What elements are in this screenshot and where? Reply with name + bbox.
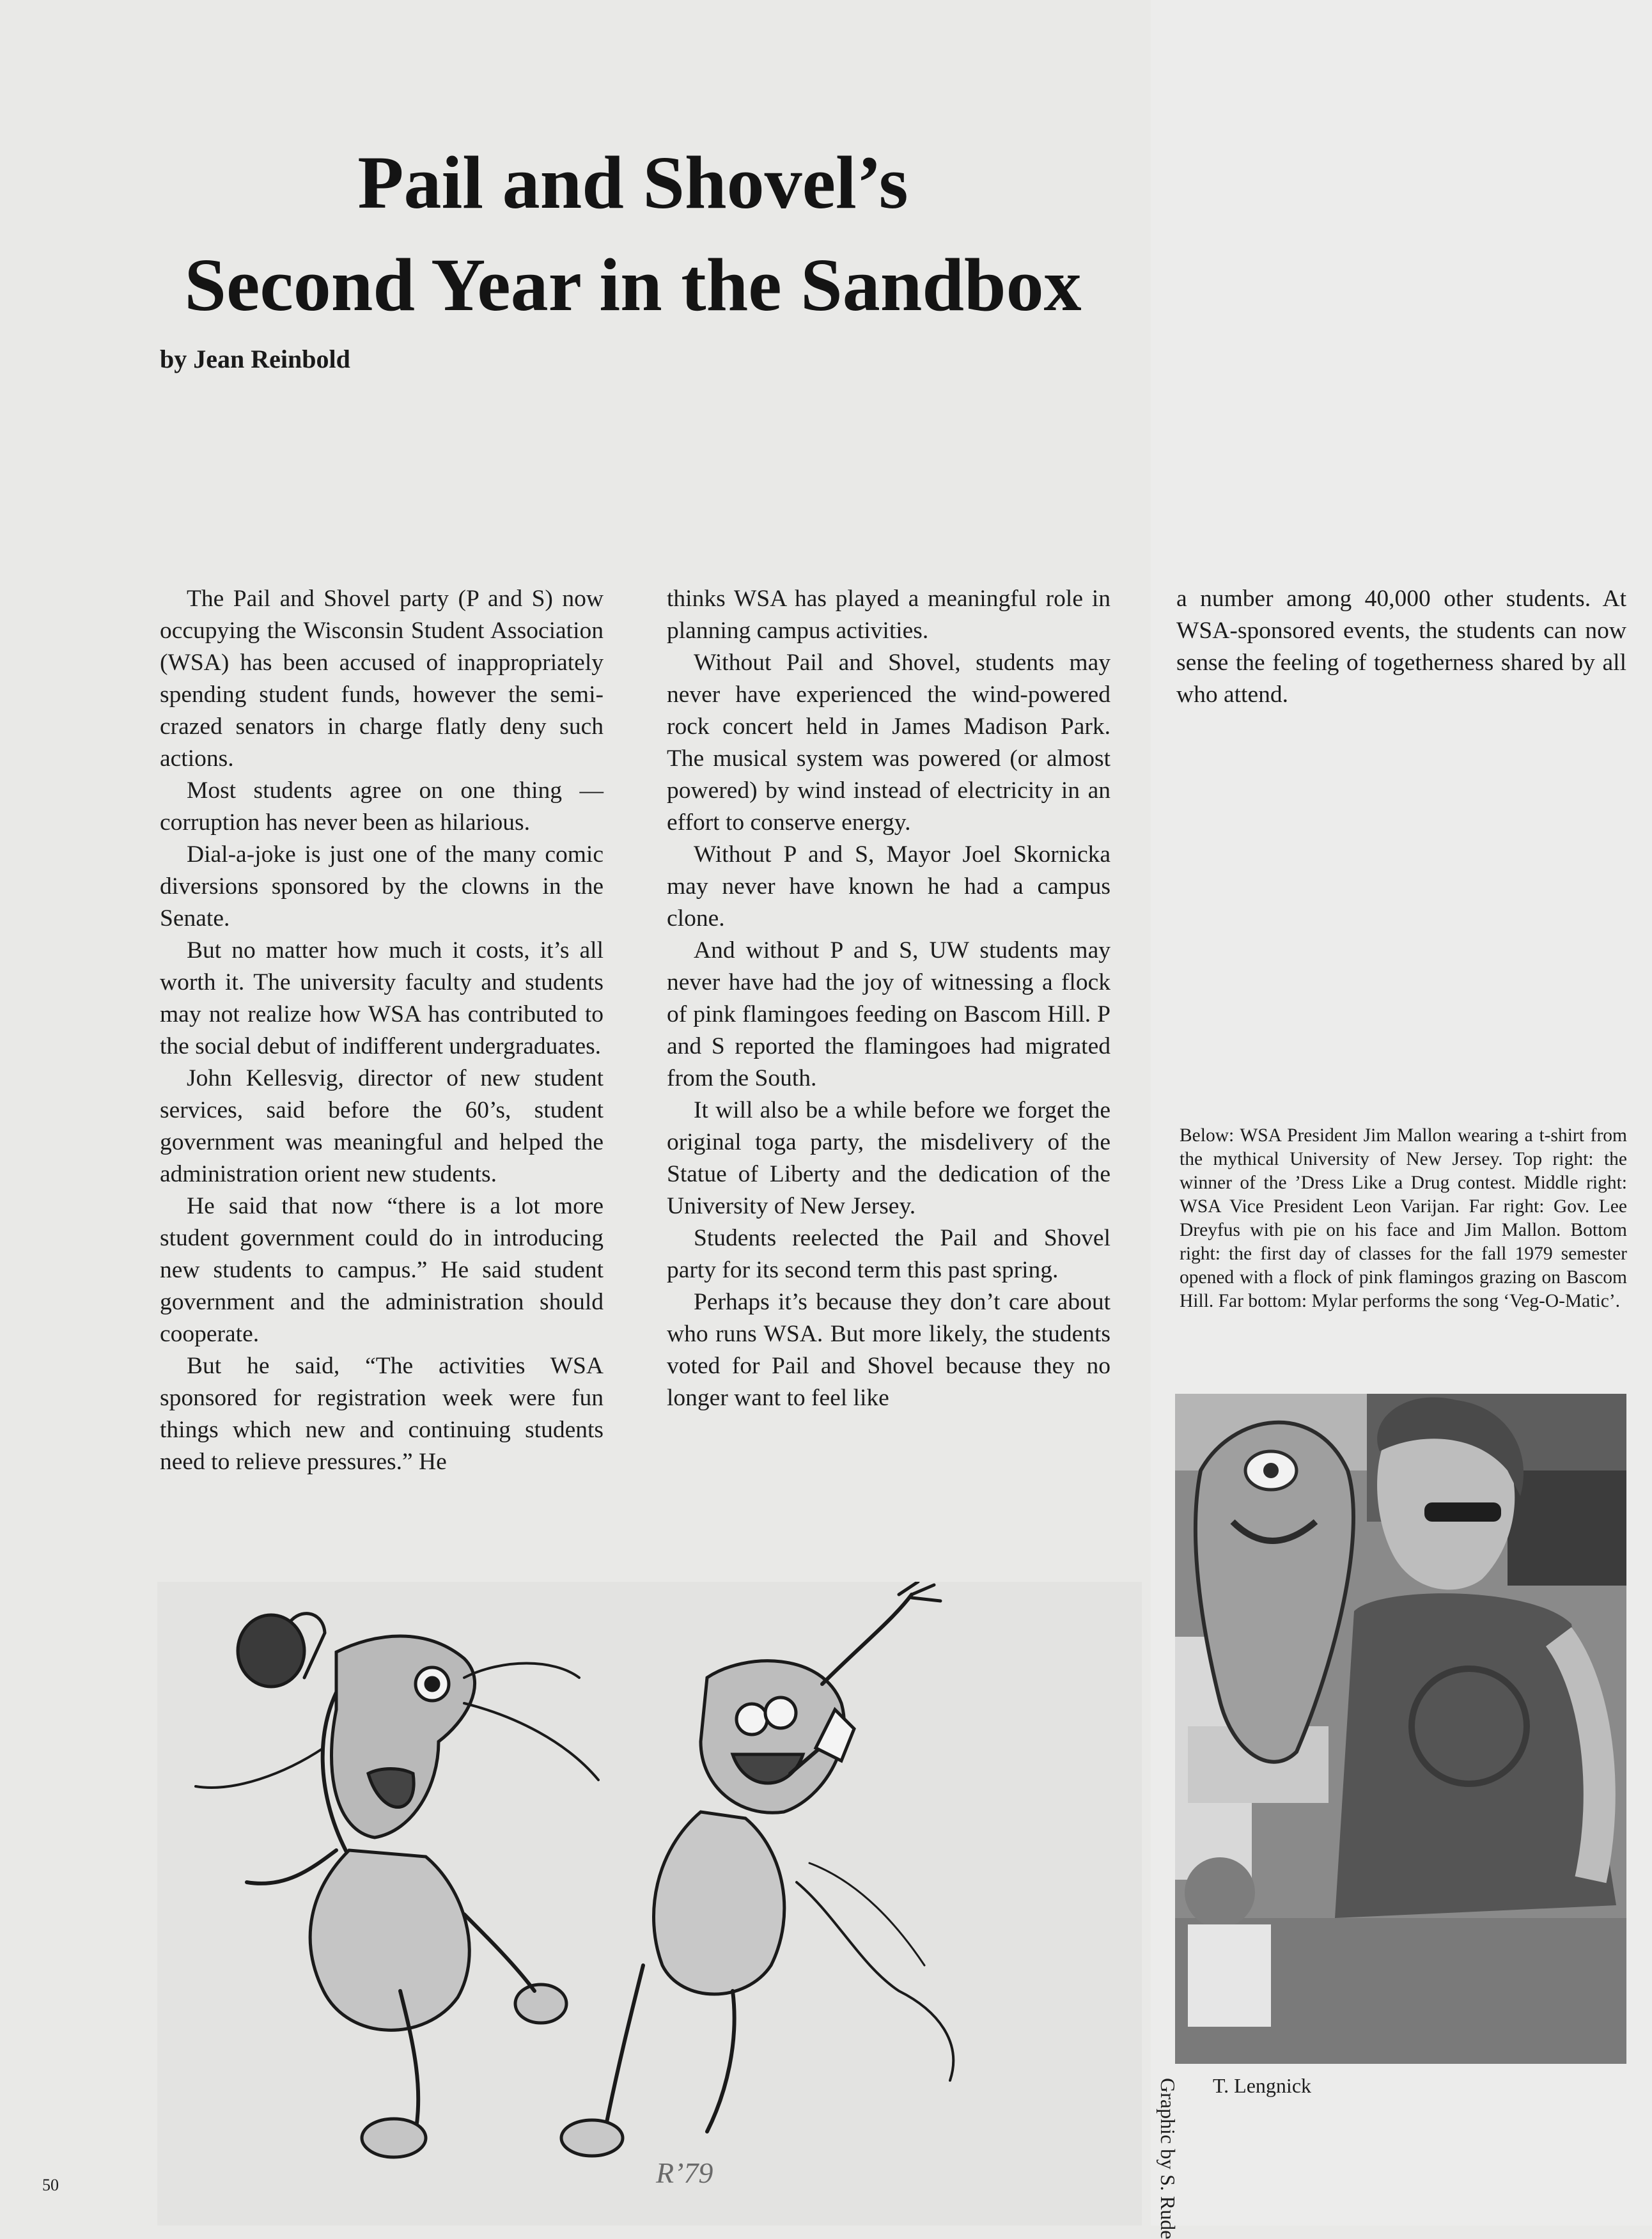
article-column-2	[667, 583, 1110, 1414]
paragraph: He said that now “there is a lot more student government could do in introducing new students to campus.” He said student government and the administration should cooperate.	[160, 1193, 604, 1347]
paragraph: But no matter how much it costs, it’s all worth it. The university faculty and students may not realize how WSA has contributed to the social debut of indifferent undergraduates.	[160, 937, 604, 1059]
photo-caption: Below: WSA President Jim Mallon wearing a t-shirt from the mythical University of New Jersey. Top right: the winner of the ’Dress Like a Drug contest. Middle right: WSA Vice President Leon Varijan. Far right: Gov. Lee Dreyfus with pie on his face and Jim Mallon. Bottom right: the first day of classes for the fall 1979 semester opened with a flock of pink flamingos grazing on Bascom Hill. Far bottom: Mylar performs the song ‘Veg-O-Matic’.	[1180, 1125, 1627, 1311]
photo-illustration	[1175, 1394, 1626, 2064]
paragraph: But he said, “The activities WSA sponsored for registration week were fun things which new and continuing students need to relieve pressures.” He	[160, 1353, 604, 1475]
paragraph: Without Pail and Shovel, students may never have experienced the wind-powered rock concert held in James Madison Park. The musical system was powered (or almost powered) by wind instead of electricity in an effort to conserve energy.	[667, 650, 1110, 836]
paragraph: And without P and S, UW students may never have had the joy of witnessing a flock of pink flamingoes feeding on Bascom Hill. P and S reported the flamingoes had migrated from the South.	[667, 937, 1110, 1091]
paragraph: John Kellesvig, director of new student services, said before the 60’s, student government was meaningful and helped the administration orient new students.	[160, 1065, 604, 1187]
page-number: 50	[42, 2176, 59, 2194]
cartoon-illustration	[157, 1582, 1142, 2226]
paragraph: Without P and S, Mayor Joel Skornicka may never have known he had a campus clone.	[667, 841, 1110, 932]
cartoon-drawing	[157, 1582, 1142, 2226]
photo-credit: T. Lengnick	[1213, 2074, 1312, 2097]
paragraph: thinks WSA has played a meaningful role in planning campus activities.	[667, 586, 1110, 644]
paragraph: Perhaps it’s because they don’t care about who runs WSA. But more likely, the students voted for Pail and Shovel because they no longer want to feel like	[667, 1289, 1110, 1411]
article-column-1	[160, 583, 604, 1478]
paragraph: Most students agree on one thing — corruption has never been as hilarious.	[160, 777, 604, 836]
graphic-credit	[1157, 2078, 1180, 2239]
graphic-credit-text: Graphic by S. Rude	[1157, 2078, 1180, 2239]
article-title-line-1: Pail and Shovel’s	[357, 141, 908, 224]
article-title-line-2: Second Year in the Sandbox	[184, 243, 1082, 327]
cartoon-signature: R’79	[656, 2157, 713, 2189]
paragraph: It will also be a while before we forget the original toga party, the misdelivery of the Statue of Liberty and the dedication of the University of New Jersey.	[667, 1097, 1110, 1219]
paragraph: a number among 40,000 other students. At WSA-sponsored events, the students can now sense the feeling of togetherness shared by all who attend.	[1176, 586, 1626, 708]
paragraph: Dial-a-joke is just one of the many comic diversions sponsored by the clowns in the Senate.	[160, 841, 604, 932]
article-column-3	[1176, 583, 1626, 711]
byline: by Jean Reinbold	[160, 345, 350, 373]
paragraph: Students reelected the Pail and Shovel party for its second term this past spring.	[667, 1225, 1110, 1283]
photo-jim-mallon	[1175, 1394, 1626, 2064]
paragraph: The Pail and Shovel party (P and S) now occupying the Wisconsin Student Association (WSA) has been accused of inappropriately spending student funds, however the semi-crazed senators in charge flatly deny such actions.	[160, 586, 604, 772]
